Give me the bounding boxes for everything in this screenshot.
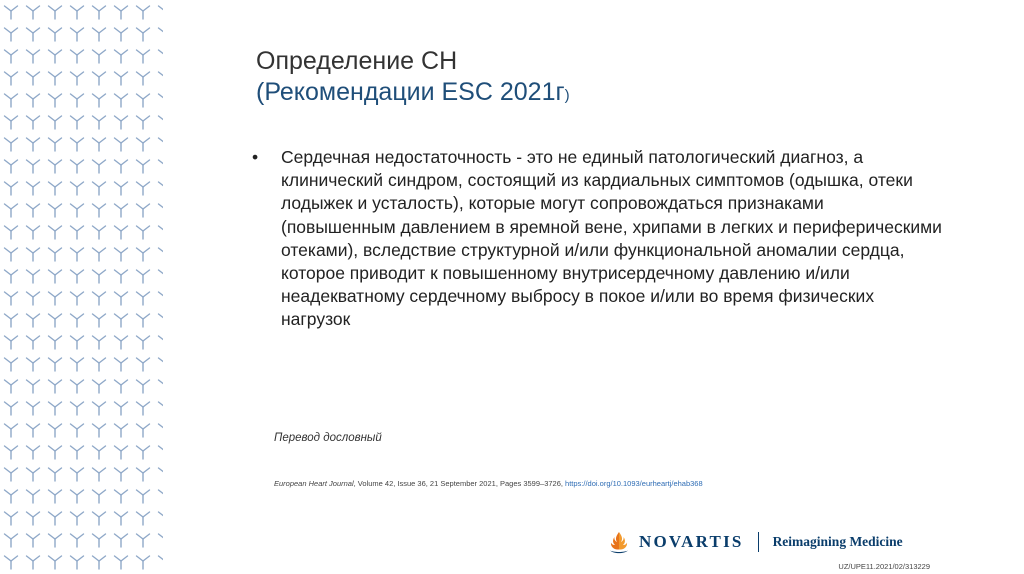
document-code: UZ/UPE11.2021/02/313229 [838,562,930,571]
bullet-marker: • [252,147,259,167]
y-pattern-icon [0,0,163,574]
citation-journal: European Heart Journal [274,479,354,488]
novartis-flame-logo-icon [607,529,631,555]
logo-divider [758,532,759,552]
novartis-logo [607,527,903,557]
translation-note: Перевод дословный [274,432,382,444]
definition-text: Сердечная недостаточность - это не единый патологический диагноз, а клинический синдром, состоящий из кардиальных симптомов (одышка, отеки лодыжек и усталость), которые могут сопровождаться признаками (повышенным давлением в яремной вене, хрипами в легких и периферическими отеками), вследствие структурной и/или функциональной аномалии сердца, которое приводит к повышенному внутрисердечному давлению и/или неадекватному сердечному выбросу в покое и/или во время физических нагрузок [281,147,942,330]
title-closing-paren: ) [564,87,570,104]
title-line-2 [256,77,570,111]
title-line-1: Определение СН [256,47,458,75]
citation [274,479,703,488]
slide-title [256,46,570,111]
citation-doi-link[interactable]: https://doi.org/10.1093/eurheartj/ehab368 [565,479,703,488]
brand-name: NOVARTIS [639,532,744,551]
definition-bullet [252,146,942,332]
decorative-side-pattern [0,0,163,574]
citation-details: , Volume 42, Issue 36, 21 September 2021, Pages 3599–3726, [353,479,566,488]
title-line-2-text: (Рекомендации ESC 2021г [256,78,565,106]
brand-tagline: Reimagining Medicine [772,534,903,549]
